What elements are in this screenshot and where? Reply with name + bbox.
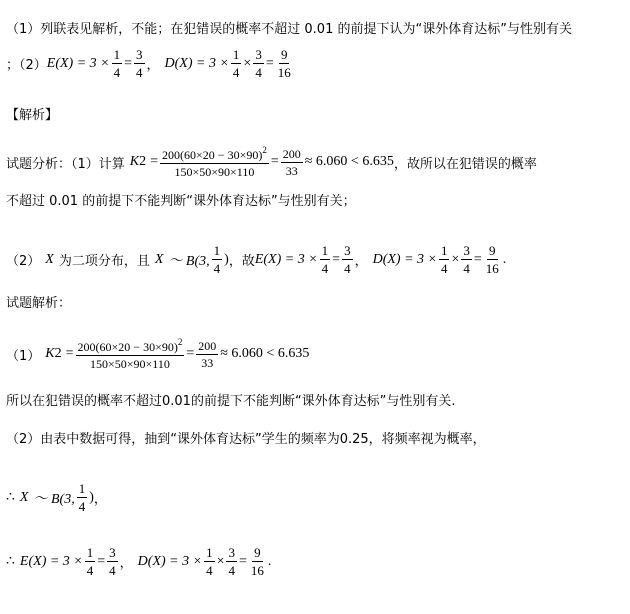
- times-sign: ×: [243, 55, 252, 71]
- solution-line-1: [6, 338, 309, 370]
- equals-sign: =: [473, 251, 482, 267]
- solution-line-3: [6, 428, 486, 447]
- solution-heading: [6, 292, 71, 311]
- equals-sign: =: [65, 346, 74, 361]
- fraction-1-4: $\frac{1}{4}$: [206, 545, 213, 578]
- equals-sign: =: [238, 553, 247, 569]
- expectation-label: E(X) = 3 ×: [254, 251, 318, 267]
- chi-square-fraction: $\frac{200(60\times 20 - 30\times 90)^2}{150\times 50\times 90\times 110}$: [162, 145, 267, 179]
- analysis-line-3: [6, 244, 506, 275]
- solution-line-4: [6, 482, 107, 513]
- analysis-text-2: 不超过 0.01 的前提下不能判断“课外体育达标”与性别有关；: [6, 194, 356, 209]
- random-variable-x: X: [45, 251, 54, 267]
- binomial-notation: ～ B(3,: [168, 253, 210, 269]
- fraction-1-4: $\frac{1}{4}$: [321, 243, 329, 276]
- k-superscript: 2: [54, 346, 62, 361]
- analysis-line-1: [6, 146, 537, 178]
- fraction-9-16: $\frac{9}{16}$: [485, 243, 499, 276]
- part2-prefix: （2）: [6, 254, 41, 269]
- variance-label: D(X) = 3 ×: [164, 55, 229, 71]
- fraction-1-4: $\frac{1}{4}$: [86, 545, 94, 578]
- binomial-text: 为二项分布，且: [58, 254, 150, 269]
- part2-prefix: ；（2）: [6, 58, 47, 73]
- fraction-3-4: $\frac{3}{4}$: [109, 545, 116, 578]
- expectation-label: E(X) = 3 ×: [46, 55, 110, 71]
- binomial-notation: ～ B(3,: [33, 491, 75, 507]
- analysis-suffix: ，故所以在犯错误的概率: [393, 156, 537, 172]
- equals-sign: =: [270, 154, 279, 169]
- approx-comparison: ≈ 6.060 < 6.635: [304, 154, 394, 169]
- answer-line-2: [6, 48, 295, 79]
- fraction-1-4: $\frac{1}{4}$: [213, 243, 221, 276]
- expectation-label: E(X) = 3 ×: [19, 553, 83, 569]
- approx-comparison: ≈ 6.060 < 6.635: [220, 346, 310, 361]
- analysis-line-2: [6, 190, 356, 209]
- solution-heading-text: 试题解析：: [6, 296, 72, 311]
- random-variable-x: X: [19, 489, 29, 505]
- separator: ，: [354, 254, 368, 269]
- equals-sign: =: [265, 55, 274, 71]
- fraction-9-16: $\frac{9}{16}$: [250, 545, 264, 578]
- fraction-3-4: $\frac{3}{4}$: [463, 243, 470, 276]
- fraction-3-4: $\frac{3}{4}$: [228, 545, 235, 578]
- fraction-3-4: $\frac{3}{4}$: [344, 243, 351, 276]
- solution-line-2: [6, 390, 456, 409]
- k-symbol: K: [129, 154, 140, 169]
- solution-text-2: 所以在犯错误的概率不超过0.01的前提下不能判断“课外体育达标”与性别有关.: [6, 394, 456, 409]
- fraction-200-33: $\frac{200}{33}$: [282, 146, 301, 178]
- fraction-1-4: $\frac{1}{4}$: [232, 47, 240, 80]
- part1-prefix: （1）: [6, 348, 41, 364]
- times-sign: ×: [216, 553, 225, 569]
- section-heading: [6, 104, 58, 123]
- period: .: [267, 553, 272, 569]
- variance-label: D(X) = 3 ×: [137, 553, 203, 569]
- separator: ，: [93, 492, 107, 507]
- answer-line-1: [6, 18, 572, 37]
- answer-text-1: （1）列联表见解析，不能；在犯错误的概率不超过 0.01 的前提下认为“课外体育达标”与性别有关: [6, 22, 572, 37]
- equals-sign: =: [150, 154, 159, 169]
- k-symbol: K: [45, 346, 55, 361]
- equals-sign: =: [332, 251, 341, 267]
- therefore-symbol: ∴: [6, 490, 15, 505]
- solution-line-5: [6, 546, 271, 577]
- period: .: [502, 251, 507, 267]
- times-sign: ×: [451, 251, 460, 267]
- heading-text: 【解析】: [6, 108, 59, 123]
- equals-sign: =: [97, 553, 106, 569]
- analysis-prefix: 试题分析：（1）计算: [6, 156, 125, 172]
- fraction-1-4: $\frac{1}{4}$: [78, 481, 86, 514]
- therefore-symbol: ∴: [6, 554, 15, 569]
- separator: ，: [146, 58, 160, 73]
- close-paren: ): [89, 489, 94, 505]
- fraction-3-4: $\frac{3}{4}$: [136, 47, 143, 80]
- fraction-3-4: $\frac{3}{4}$: [255, 47, 262, 80]
- solution-text-3: （2）由表中数据可得，抽到“课外体育达标”学生的频率为0.25，将频率视为概率，: [6, 432, 486, 447]
- fraction-9-16: $\frac{9}{16}$: [277, 47, 291, 80]
- fraction-1-4: $\frac{1}{4}$: [440, 243, 448, 276]
- fraction-200-33: $\frac{200}{33}$: [198, 338, 217, 370]
- variance-label: D(X) = 3 ×: [372, 251, 437, 267]
- chi-square-fraction: $\frac{200(60\times 20 - 30\times 90)^2}{150\times 50\times 90\times 110}$: [77, 337, 183, 371]
- equals-sign: =: [124, 55, 133, 71]
- close-paren: ): [224, 251, 229, 267]
- k-superscript: 2: [139, 154, 147, 169]
- separator: ，故: [228, 254, 255, 269]
- random-variable-x: X: [154, 251, 164, 267]
- equals-sign: =: [186, 346, 195, 361]
- separator: ，: [119, 556, 133, 571]
- fraction-1-4: $\frac{1}{4}$: [113, 47, 121, 80]
